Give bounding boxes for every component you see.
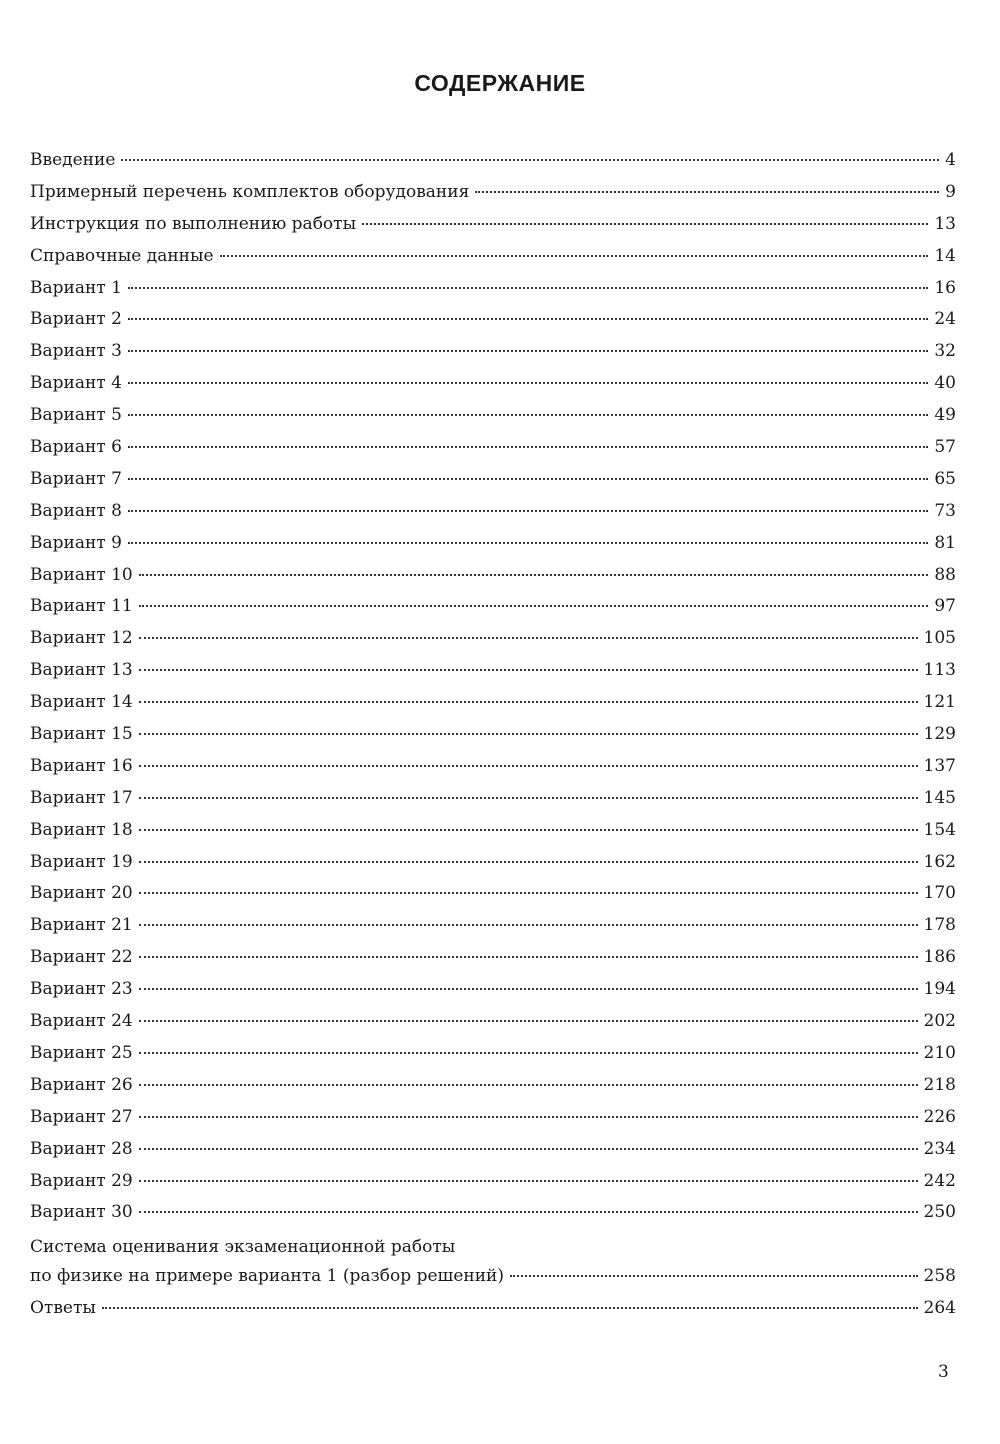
toc-entry-label: Вариант 1 — [30, 277, 122, 298]
dot-leader — [128, 413, 928, 416]
toc-entry[interactable] — [30, 1197, 956, 1229]
toc-entry[interactable] — [30, 655, 956, 687]
toc-entry[interactable] — [30, 974, 956, 1006]
dot-leader — [510, 1274, 918, 1277]
toc-entry[interactable] — [30, 878, 956, 910]
toc-entry[interactable] — [30, 528, 956, 560]
toc-entry-label: Вариант 13 — [30, 660, 133, 681]
toc-entry-label: Вариант 6 — [30, 437, 122, 458]
toc-entry-label: Вариант 16 — [30, 755, 133, 776]
toc-entry-label: Вариант 5 — [30, 405, 122, 426]
dot-leader — [139, 636, 918, 639]
dot-leader — [139, 1179, 918, 1182]
toc-entry[interactable] — [30, 719, 956, 751]
toc-entry-page: 57 — [934, 437, 956, 458]
toc-entry-page: 264 — [923, 1298, 956, 1319]
toc-entry-page: 65 — [934, 468, 956, 489]
dot-leader — [139, 1210, 918, 1213]
toc-entry-label: Вариант 30 — [30, 1202, 133, 1223]
toc-entry-label: Вариант 29 — [30, 1170, 133, 1191]
toc-entry[interactable] — [30, 847, 956, 879]
toc-entry-page: 81 — [934, 532, 956, 553]
dot-leader — [139, 987, 918, 990]
toc-entry-label: Вариант 19 — [30, 851, 133, 872]
toc-entry-label: Вариант 8 — [30, 500, 122, 521]
toc-entry[interactable] — [30, 1038, 956, 1070]
toc-entry-page: 178 — [923, 915, 956, 936]
dot-leader — [139, 668, 918, 671]
toc-entry[interactable] — [30, 368, 956, 400]
toc-entry-page: 137 — [923, 755, 956, 776]
toc-entry-label: Инструкция по выполнению работы — [30, 213, 357, 234]
toc-entry-page: 40 — [934, 373, 956, 394]
toc-entry[interactable] — [30, 623, 956, 655]
dot-leader — [128, 349, 928, 352]
dot-leader — [128, 509, 928, 512]
toc-entry[interactable] — [30, 591, 956, 623]
toc-entry-label: Вариант 10 — [30, 564, 133, 585]
toc-entry-label: Вариант 15 — [30, 724, 133, 745]
toc-entry-page: 49 — [934, 405, 956, 426]
dot-leader — [128, 381, 928, 384]
toc-entry-label: Вариант 3 — [30, 341, 122, 362]
toc-entry-page: 4 — [945, 150, 956, 170]
toc-entry-label: Вариант 7 — [30, 468, 122, 489]
toc-entry-page: 24 — [934, 309, 956, 330]
dot-leader — [139, 700, 918, 703]
toc-entry[interactable] — [30, 1070, 956, 1102]
toc-entry-page: 9 — [945, 181, 956, 202]
dot-leader — [139, 732, 918, 735]
toc-entry-label: Справочные данные — [30, 245, 214, 266]
toc-entry[interactable] — [30, 910, 956, 942]
toc-entry-page: 129 — [923, 724, 956, 745]
page-title: СОДЕРЖАНИЕ — [414, 70, 586, 96]
toc-entry-page: 258 — [923, 1266, 956, 1287]
toc-entry-label: Вариант 4 — [30, 373, 122, 394]
dot-leader — [139, 1051, 918, 1054]
toc-entry-page: 226 — [923, 1106, 956, 1127]
toc-entry[interactable] — [30, 304, 956, 336]
toc-entry-label: Вариант 24 — [30, 1011, 133, 1032]
toc-entry[interactable] — [30, 464, 956, 496]
toc-entry-label: Вариант 23 — [30, 979, 133, 1000]
toc-entry[interactable] — [30, 496, 956, 528]
dot-leader — [139, 1083, 918, 1086]
dot-leader — [139, 796, 918, 799]
toc-entry-page: 162 — [923, 851, 956, 872]
dot-leader — [139, 573, 929, 576]
toc-entry-page: 97 — [934, 596, 956, 617]
toc-entry[interactable] — [30, 687, 956, 719]
toc-entry[interactable] — [30, 1102, 956, 1134]
toc-entry-label: Вариант 25 — [30, 1042, 133, 1063]
toc-entry-label: Вариант 20 — [30, 883, 133, 904]
toc-entry-page: 234 — [923, 1138, 956, 1159]
toc-entry[interactable] — [30, 815, 956, 847]
toc-entry[interactable] — [30, 560, 956, 592]
toc-entry-label: Вариант 17 — [30, 787, 133, 808]
dot-leader — [128, 286, 928, 289]
toc-entry-label: Вариант 27 — [30, 1106, 133, 1127]
dot-leader — [139, 1019, 918, 1022]
dot-leader — [139, 860, 918, 863]
toc-entry-page: 113 — [923, 660, 956, 681]
table-of-contents — [30, 145, 956, 1325]
toc-entry[interactable] — [30, 209, 956, 241]
toc-entry-label: Вариант 9 — [30, 532, 122, 553]
toc-entry-label: Вариант 22 — [30, 947, 133, 968]
toc-entry[interactable] — [30, 783, 956, 815]
toc-entry-page: 218 — [923, 1074, 956, 1095]
toc-entry[interactable] — [30, 942, 956, 974]
toc-entry-label: Вариант 14 — [30, 692, 133, 713]
toc-entry-label: Вариант 12 — [30, 628, 133, 649]
toc-entry[interactable] — [30, 432, 956, 464]
toc-entry-page: 170 — [923, 883, 956, 904]
page-number: 3 — [938, 1362, 949, 1382]
toc-entry-scoring[interactable] — [30, 1233, 956, 1291]
toc-entry-page: 14 — [934, 245, 956, 266]
toc-entry-label: Вариант 11 — [30, 596, 133, 617]
dot-leader — [362, 222, 928, 225]
toc-entry-page: 121 — [923, 692, 956, 713]
dot-leader — [220, 254, 929, 257]
toc-entry-label: Вариант 18 — [30, 819, 133, 840]
toc-entry-label: Ответы — [30, 1298, 96, 1319]
toc-entry[interactable] — [30, 241, 956, 273]
toc-entry-page: 32 — [934, 341, 956, 362]
toc-entry-page: 242 — [923, 1170, 956, 1191]
toc-entry-label: Вариант 28 — [30, 1138, 133, 1159]
toc-entry-page: 186 — [923, 947, 956, 968]
toc-entry[interactable] — [30, 1134, 956, 1166]
toc-entry[interactable] — [30, 145, 956, 177]
toc-entry-page: 16 — [934, 277, 956, 298]
dot-leader — [128, 445, 928, 448]
dot-leader — [139, 828, 918, 831]
toc-entry-page: 154 — [923, 819, 956, 840]
toc-entry[interactable] — [30, 273, 956, 305]
toc-entry[interactable] — [30, 1166, 956, 1198]
toc-entry[interactable] — [30, 400, 956, 432]
toc-entry-label: Вариант 2 — [30, 309, 122, 330]
dot-leader — [128, 317, 928, 320]
toc-entry-page: 194 — [923, 979, 956, 1000]
toc-entry-page: 73 — [934, 500, 956, 521]
toc-entry-page: 88 — [934, 564, 956, 585]
dot-leader — [128, 541, 928, 544]
dot-leader — [139, 1147, 918, 1150]
dot-leader — [139, 955, 918, 958]
toc-entry[interactable] — [30, 336, 956, 368]
toc-entry-page: 105 — [923, 628, 956, 649]
toc-entry-label: Примерный перечень комплектов оборудования — [30, 181, 470, 202]
toc-entry[interactable] — [30, 1006, 956, 1038]
dot-leader — [128, 477, 928, 480]
toc-entry-label: Вариант 26 — [30, 1074, 133, 1095]
dot-leader — [121, 158, 939, 161]
toc-entry-answers[interactable] — [30, 1293, 956, 1325]
toc-entry-label: Вариант 21 — [30, 915, 133, 936]
toc-entry-label: Введение — [30, 150, 116, 170]
dot-leader — [139, 1115, 918, 1118]
toc-entry[interactable] — [30, 751, 956, 783]
dot-leader — [139, 764, 918, 767]
toc-entry-label: Система оценивания экзаменационной работы — [30, 1237, 456, 1258]
toc-entry-page: 210 — [923, 1042, 956, 1063]
toc-entry-page: 145 — [923, 787, 956, 808]
dot-leader — [102, 1306, 918, 1309]
dot-leader — [139, 891, 918, 894]
toc-entry-label: по физике на примере варианта 1 (разбор решений) — [30, 1266, 504, 1287]
toc-entry[interactable] — [30, 177, 956, 209]
dot-leader — [139, 923, 918, 926]
dot-leader — [475, 190, 939, 193]
toc-entry-page: 13 — [934, 213, 956, 234]
toc-entry-page: 250 — [923, 1202, 956, 1223]
toc-entry-page: 202 — [923, 1011, 956, 1032]
toc-entries — [30, 145, 956, 1229]
dot-leader — [139, 604, 929, 607]
